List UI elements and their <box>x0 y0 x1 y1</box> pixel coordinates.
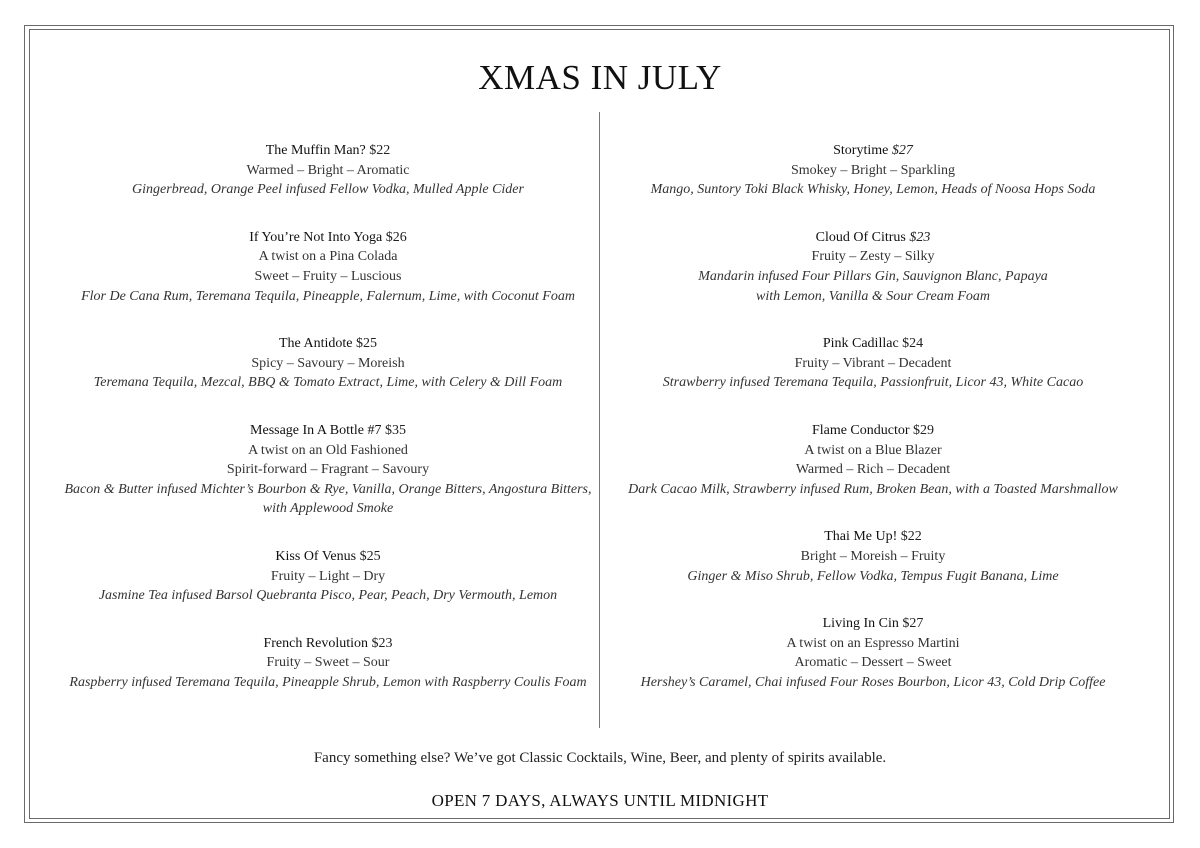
menu-item <box>593 421 1153 499</box>
item-subtitle: Fruity – Sweet – Sour <box>266 655 390 671</box>
item-name: Message In A Bottle #7 <box>250 422 382 438</box>
item-subtitle: A twist on an Old Fashioned <box>248 442 408 458</box>
menu-item <box>593 228 1153 306</box>
item-name: Thai Me Up! <box>824 529 898 545</box>
item-heading <box>593 527 1153 547</box>
item-heading <box>48 547 608 567</box>
item-ingredients: with Applewood Smoke <box>262 501 394 517</box>
item-name: Living In Cin <box>822 616 899 632</box>
item-ingredients: Jasmine Tea infused Barsol Quebranta Pisco, Pear, Peach, Dry Vermouth, Lemon <box>98 588 558 604</box>
item-name: Flame Conductor <box>811 422 910 438</box>
item-ingredients: Hershey’s Caramel, Chai infused Four Roses Bourbon, Licor 43, Cold Drip Coffee <box>640 674 1106 690</box>
item-subtitle: Smokey – Bright – Sparkling <box>790 162 956 178</box>
item-heading <box>593 334 1153 354</box>
item-name: French Revolution <box>263 635 369 651</box>
item-ingredients: Mango, Suntory Toki Black Whisky, Honey, Lemon, Heads of Noosa Hops Soda <box>650 182 1096 198</box>
item-price: $25 <box>359 548 381 564</box>
item-subtitle: Fruity – Zesty – Silky <box>811 249 935 265</box>
item-price: $29 <box>913 422 935 438</box>
item-ingredients: with Lemon, Vanilla & Sour Cream Foam <box>756 288 990 304</box>
item-ingredients: Mandarin infused Four Pillars Gin, Sauvignon Blanc, Papaya <box>698 268 1048 284</box>
item-ingredients: Dark Cacao Milk, Strawberry infused Rum, Broken Bean, with a Toasted Marshmallow <box>628 481 1118 497</box>
right-column <box>593 141 1153 720</box>
item-name: The Antidote <box>279 336 353 352</box>
item-ingredients: Flor De Cana Rum, Teremana Tequila, Pineapple, Falernum, Lime, with Coconut Foam <box>81 288 575 304</box>
item-name: Pink Cadillac <box>822 336 899 352</box>
item-subtitle: Warmed – Bright – Aromatic <box>246 162 410 178</box>
item-ingredients: Strawberry infused Teremana Tequila, Passionfruit, Licor 43, White Cacao <box>662 375 1084 391</box>
item-heading <box>48 228 608 248</box>
item-subtitle: A twist on a Pina Colada <box>258 249 398 265</box>
item-heading <box>48 141 608 161</box>
item-ingredients: Gingerbread, Orange Peel infused Fellow Vodka, Mulled Apple Cider <box>132 182 524 198</box>
item-heading <box>593 228 1153 248</box>
item-ingredients: Teremana Tequila, Mezcal, BBQ & Tomato Extract, Lime, with Celery & Dill Foam <box>93 375 563 391</box>
menu-item <box>593 614 1153 692</box>
item-price: $27 <box>891 143 913 158</box>
menu-item <box>593 334 1153 393</box>
item-heading <box>48 421 608 441</box>
item-subtitle: Fruity – Vibrant – Decadent <box>794 355 952 371</box>
item-ingredients: Ginger & Miso Shrub, Fellow Vodka, Tempus Fugit Banana, Lime <box>687 568 1059 584</box>
footer-note: Fancy something else? We’ve got Classic Cocktails, Wine, Beer, and plenty of spirits available. <box>313 750 887 766</box>
item-price: $24 <box>902 336 924 352</box>
item-price: $23 <box>909 229 931 245</box>
menu-item <box>48 547 608 606</box>
menu-item <box>48 634 608 693</box>
item-heading <box>593 141 1153 161</box>
item-subtitle: A twist on a Blue Blazer <box>804 442 942 458</box>
item-subtitle: Fruity – Light – Dry <box>270 568 386 584</box>
item-subtitle: Spirit-forward – Fragrant – Savoury <box>226 462 430 478</box>
item-ingredients: Raspberry infused Teremana Tequila, Pineapple Shrub, Lemon with Raspberry Coulis Foam <box>69 674 587 690</box>
menu-item <box>48 228 608 306</box>
menu-item <box>48 141 608 200</box>
menu-item <box>593 527 1153 586</box>
item-name: Kiss Of Venus <box>275 548 357 564</box>
item-price: $27 <box>902 616 924 632</box>
left-column <box>48 141 608 720</box>
item-price: $25 <box>356 336 377 352</box>
item-subtitle: Bright – Moreish – Fruity <box>800 548 946 564</box>
item-heading <box>593 614 1153 634</box>
item-name: If You’re Not Into Yoga <box>249 229 383 245</box>
item-subtitle: Spicy – Savoury – Moreish <box>251 355 405 371</box>
item-heading <box>593 421 1153 441</box>
item-name: Storytime <box>833 143 889 158</box>
item-heading <box>48 334 608 354</box>
item-name: The Muffin Man? <box>265 143 366 158</box>
menu-item <box>48 421 608 519</box>
item-subtitle: A twist on an Espresso Martini <box>786 635 960 651</box>
menu-item <box>593 141 1153 200</box>
item-ingredients: Bacon & Butter infused Michter’s Bourbon & Rye, Vanilla, Orange Bitters, Angostura Bitters, <box>64 481 592 497</box>
menu-title: XMAS IN JULY <box>478 58 722 97</box>
item-subtitle: Warmed – Rich – Decadent <box>795 462 951 478</box>
item-name: Cloud Of Citrus <box>815 229 906 245</box>
item-subtitle: Sweet – Fruity – Luscious <box>254 268 402 284</box>
item-subtitle: Aromatic – Dessert – Sweet <box>794 655 952 671</box>
item-price: $26 <box>385 229 407 245</box>
item-price: $22 <box>369 143 391 158</box>
item-price: $23 <box>371 635 393 651</box>
menu-item <box>48 334 608 393</box>
item-heading <box>48 634 608 654</box>
item-price: $22 <box>900 529 922 545</box>
item-price: $35 <box>384 422 406 438</box>
opening-hours: OPEN 7 DAYS, ALWAYS UNTIL MIDNIGHT <box>431 791 769 810</box>
